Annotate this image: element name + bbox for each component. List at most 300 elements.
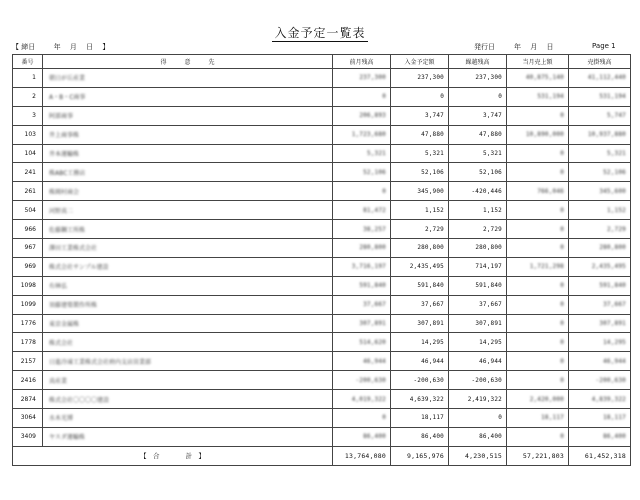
receivable-balance: 10,937,880 (587, 131, 626, 139)
planned-amount: 0 (440, 93, 444, 101)
code-cell (13, 106, 43, 125)
receivables-table (12, 54, 631, 466)
code-cell (13, 314, 43, 333)
planned-amount-cell (391, 144, 449, 163)
code: 2416 (20, 376, 36, 384)
prev-balance-cell (333, 201, 391, 220)
receivable-balance-cell (569, 333, 631, 352)
receivable-balance: -200,630 (595, 376, 626, 384)
sales-amount-cell (507, 220, 569, 239)
prev-balance-cell (333, 257, 391, 276)
code: 3409 (20, 433, 36, 441)
carry-balance-cell (449, 239, 507, 258)
carry-balance: 307,891 (475, 320, 502, 328)
planned-amount-cell (391, 182, 449, 201)
planned-amount-cell (391, 333, 449, 352)
receivable-balance: 531,194 (599, 93, 626, 101)
issue-date-value: 年 月 日 (514, 43, 554, 51)
code-cell (13, 69, 43, 88)
code: 104 (24, 150, 36, 157)
carry-balance-cell (449, 201, 507, 220)
sales-amount: 0 (560, 376, 564, 384)
customer-name: 朝日が丘産業 (49, 75, 86, 83)
prev-balance: 37,667 (363, 301, 386, 309)
carry-balance-cell (449, 182, 507, 201)
receivable-balance: 4,839,322 (591, 395, 626, 403)
prev-balance-cell (333, 182, 391, 201)
col-header-receivable: 売掛残高 (569, 55, 631, 69)
sales-amount: 0 (560, 301, 564, 309)
receivable-balance-cell (569, 371, 631, 390)
table-row (13, 352, 631, 371)
code-cell (13, 295, 43, 314)
customer-name: 真産業 (49, 377, 68, 385)
customer-name: 須藤建築製作所株 (49, 302, 98, 310)
sales-amount-cell (507, 371, 569, 390)
code: 967 (24, 244, 36, 252)
sales-amount: 1,721,298 (529, 263, 564, 271)
receivable-balance-cell (569, 409, 631, 428)
code-cell (13, 163, 43, 182)
table-row (13, 106, 631, 125)
code: 241 (24, 168, 36, 176)
prev-balance: 307,891 (359, 320, 386, 328)
sales-amount-cell (507, 257, 569, 276)
prev-balance: 3,716,197 (351, 263, 386, 271)
table-row (13, 220, 631, 239)
col-header-carry: 繰越残高 (449, 55, 507, 69)
prev-balance: 52,106 (363, 168, 386, 176)
planned-amount-cell (391, 427, 449, 446)
planned-amount-cell (391, 295, 449, 314)
receivable-balance-cell (569, 352, 631, 371)
prev-balance-cell (333, 333, 391, 352)
customer-name: 水木光博 (49, 415, 74, 423)
table-row (13, 87, 631, 106)
receivable-balance: 591,840 (599, 282, 626, 290)
sales-amount: 531,194 (537, 93, 564, 101)
prev-balance-cell (333, 390, 391, 409)
table-row (13, 333, 631, 352)
sales-amount: 0 (560, 357, 564, 365)
customer-name: 株式会社サンプル建設 (49, 264, 109, 272)
code: 966 (24, 225, 36, 233)
prev-balance: 46,944 (363, 357, 386, 365)
carry-balance: 0 (498, 93, 502, 101)
planned-amount: 86,400 (421, 433, 444, 441)
prev-balance-cell (333, 239, 391, 258)
planned-amount: 14,295 (421, 338, 444, 346)
sales-amount: 0 (560, 338, 564, 346)
sales-amount-cell (507, 182, 569, 201)
sales-amount-cell (507, 239, 569, 258)
sales-amount: 0 (560, 112, 564, 120)
sales-amount: 0 (560, 168, 564, 176)
total-carry: 4,230,515 (449, 446, 507, 465)
receivable-balance-cell (569, 314, 631, 333)
sales-amount: 40,875,140 (525, 74, 564, 82)
total-label: 【 合 計 】 (13, 446, 333, 465)
carry-balance-cell (449, 352, 507, 371)
table-row (13, 163, 631, 182)
code-cell (13, 239, 43, 258)
planned-amount: 18,117 (421, 414, 444, 422)
planned-amount: -200,630 (413, 376, 444, 384)
sales-amount-cell (507, 144, 569, 163)
prev-balance: 0 (382, 93, 386, 101)
carry-balance: 47,880 (479, 131, 502, 139)
customer-name-cell (43, 144, 333, 163)
planned-amount: 1,152 (424, 206, 444, 214)
carry-balance-cell (449, 106, 507, 125)
code-cell (13, 87, 43, 106)
carry-balance-cell (449, 220, 507, 239)
table-row (13, 69, 631, 88)
planned-amount-cell (391, 239, 449, 258)
planned-amount: 345,900 (417, 187, 444, 195)
code: 261 (24, 187, 36, 195)
receivable-balance: 18,117 (603, 414, 626, 422)
table-row (13, 427, 631, 446)
customer-name-cell (43, 69, 333, 88)
planned-amount-cell (391, 390, 449, 409)
customer-name-cell (43, 295, 333, 314)
code: 2157 (20, 357, 36, 365)
carry-balance: 46,944 (479, 357, 502, 365)
receivable-balance: 14,295 (603, 338, 626, 346)
prev-balance: 237,300 (359, 74, 386, 82)
customer-name: 株式会社〇〇〇〇建設 (49, 396, 110, 404)
carry-balance: 37,667 (479, 301, 502, 309)
total-prev: 13,764,080 (333, 446, 391, 465)
carry-balance-cell (449, 87, 507, 106)
carry-balance-cell (449, 144, 507, 163)
planned-amount-cell (391, 163, 449, 182)
prev-balance-cell (333, 276, 391, 295)
code: 1 (32, 74, 36, 82)
receivable-balance-cell (569, 163, 631, 182)
prev-balance: 0 (382, 414, 386, 422)
planned-amount: 37,667 (421, 301, 444, 309)
table-row (13, 371, 631, 390)
page-number: Page 1 (592, 42, 616, 50)
carry-balance: 5,321 (482, 150, 502, 157)
carry-balance-cell (449, 427, 507, 446)
table-row (13, 144, 631, 163)
sales-amount-cell (507, 314, 569, 333)
sales-amount-cell (507, 125, 569, 144)
sales-amount-cell (507, 163, 569, 182)
code-cell (13, 427, 43, 446)
carry-balance: 3,747 (482, 112, 502, 120)
customer-name: 有林弘 (49, 283, 68, 291)
col-header-planned: 入金予定額 (391, 55, 449, 69)
prev-balance-cell (333, 144, 391, 163)
planned-amount-cell (391, 314, 449, 333)
prev-balance: 4,019,322 (351, 395, 386, 403)
planned-amount: 47,880 (421, 131, 444, 139)
planned-amount-cell (391, 220, 449, 239)
code-cell (13, 125, 43, 144)
sales-amount: 0 (560, 244, 564, 252)
table-row (13, 390, 631, 409)
code-cell (13, 220, 43, 239)
carry-balance: 1,152 (482, 206, 502, 214)
col-header-code: 番号 (13, 55, 43, 69)
table-row (13, 295, 631, 314)
customer-name-cell (43, 371, 333, 390)
sales-amount-cell (507, 69, 569, 88)
planned-amount: 3,747 (424, 112, 444, 120)
prev-balance-cell (333, 352, 391, 371)
carry-balance-cell (449, 163, 507, 182)
sales-amount: 0 (560, 320, 564, 328)
receivable-balance-cell (569, 182, 631, 201)
carry-balance-cell (449, 314, 507, 333)
sales-amount: 0 (560, 225, 564, 233)
code-cell (13, 390, 43, 409)
total-planned: 9,165,976 (391, 446, 449, 465)
planned-amount-cell (391, 257, 449, 276)
sales-amount: 0 (560, 206, 564, 214)
carry-balance: 86,400 (479, 433, 502, 441)
carry-balance-cell (449, 125, 507, 144)
table-row (13, 409, 631, 428)
carry-balance: -420,446 (471, 187, 502, 195)
receivable-balance: 2,729 (606, 225, 626, 233)
planned-amount-cell (391, 125, 449, 144)
receivable-balance: 5,321 (606, 150, 626, 157)
planned-amount: 5,321 (424, 150, 444, 157)
prev-balance-cell (333, 314, 391, 333)
customer-name-cell (43, 257, 333, 276)
carry-balance: 0 (498, 414, 502, 422)
closing-date-label: 【 締日 年 月 日 】 (12, 43, 110, 51)
code-cell (13, 144, 43, 163)
prev-balance: 591,840 (359, 282, 386, 290)
carry-balance: 14,295 (479, 338, 502, 346)
planned-amount: 307,891 (417, 320, 444, 328)
planned-amount-cell (391, 106, 449, 125)
prev-balance: 81,472 (363, 206, 386, 214)
carry-balance: 280,800 (475, 244, 502, 252)
planned-amount-cell (391, 352, 449, 371)
receivable-balance: 46,944 (603, 357, 626, 365)
customer-name-cell (43, 182, 333, 201)
sales-amount-cell (507, 295, 569, 314)
col-header-prev-balance: 前月残高 (333, 55, 391, 69)
code: 1098 (20, 282, 36, 290)
code-cell (13, 371, 43, 390)
prev-balance: 206,893 (359, 112, 386, 120)
prev-balance-cell (333, 371, 391, 390)
customer-name: 東京金属株 (49, 321, 80, 329)
sales-amount: 18,117 (541, 414, 564, 422)
code: 3064 (20, 414, 36, 422)
customer-name-cell (43, 87, 333, 106)
code: 1778 (20, 338, 36, 346)
code: 3 (32, 112, 36, 120)
customer-name-cell (43, 220, 333, 239)
customer-name-cell (43, 333, 333, 352)
document-title: 入金予定一覧表 (274, 26, 366, 40)
customer-name: 株式会社 (49, 339, 74, 347)
prev-balance-cell (333, 295, 391, 314)
customer-name: 澤田工業株式会社 (49, 245, 98, 253)
planned-amount-cell (391, 201, 449, 220)
prev-balance-cell (333, 163, 391, 182)
planned-amount-cell (391, 409, 449, 428)
receivable-balance-cell (569, 106, 631, 125)
customer-name: 株岡村商会 (49, 188, 80, 196)
customer-name: ヤスダ運輸株 (49, 434, 85, 442)
customer-name-cell (43, 390, 333, 409)
sales-amount-cell (507, 276, 569, 295)
customer-name: A・B・C商事 (49, 94, 86, 102)
prev-balance-cell (333, 69, 391, 88)
prev-balance-cell (333, 427, 391, 446)
code: 2874 (20, 395, 36, 403)
prev-balance-cell (333, 87, 391, 106)
sales-amount-cell (507, 333, 569, 352)
customer-name: 日進冷凍工業株式会社府内支店営業部 (49, 358, 152, 366)
receivable-balance: 52,106 (603, 168, 626, 176)
issue-date-label: 発行日 (474, 43, 495, 51)
sales-amount: 0 (560, 282, 564, 290)
sales-amount-cell (507, 427, 569, 446)
prev-balance: 0 (382, 187, 386, 195)
carry-balance-cell (449, 295, 507, 314)
prev-balance: 514,620 (359, 338, 386, 346)
planned-amount-cell (391, 276, 449, 295)
receivable-balance-cell (569, 87, 631, 106)
planned-amount: 4,639,322 (409, 395, 444, 403)
customer-name-cell (43, 106, 333, 125)
table-row (13, 125, 631, 144)
receivable-balance-cell (569, 239, 631, 258)
prev-balance: 86,400 (363, 433, 386, 441)
receivable-balance: 41,112,440 (587, 74, 626, 82)
table-row (13, 276, 631, 295)
customer-name-cell (43, 163, 333, 182)
receivable-balance-cell (569, 69, 631, 88)
planned-amount: 2,729 (424, 225, 444, 233)
receivable-balance-cell (569, 201, 631, 220)
table-row (13, 239, 631, 258)
receivable-balance: 2,435,495 (591, 263, 626, 271)
col-header-sales: 当月売上額 (507, 55, 569, 69)
sales-amount: 0 (560, 150, 564, 157)
table-row (13, 182, 631, 201)
carry-balance: 237,300 (475, 74, 502, 82)
carry-balance: 2,729 (482, 225, 502, 233)
prev-balance: 1,723,680 (351, 131, 386, 139)
receivable-balance: 37,667 (603, 301, 626, 309)
prev-balance: 5,321 (366, 150, 386, 157)
table-row (13, 201, 631, 220)
code: 2 (32, 93, 36, 101)
table-row (13, 257, 631, 276)
receivable-balance: 307,891 (599, 320, 626, 328)
customer-name: 河野真二 (49, 207, 74, 215)
sales-amount-cell (507, 106, 569, 125)
customer-name: 井本運輸株 (49, 151, 80, 158)
receivable-balance-cell (569, 125, 631, 144)
table-header-row (13, 55, 631, 69)
receivable-balance-cell (569, 144, 631, 163)
carry-balance-cell (449, 409, 507, 428)
planned-amount-cell (391, 87, 449, 106)
prev-balance: 38,257 (363, 225, 386, 233)
receivable-balance: 280,800 (599, 244, 626, 252)
customer-name-cell (43, 314, 333, 333)
carry-balance: 52,106 (479, 168, 502, 176)
sales-amount: 0 (560, 433, 564, 441)
planned-amount-cell (391, 371, 449, 390)
customer-name: 阿部商事 (49, 113, 74, 121)
code: 1099 (20, 301, 36, 309)
planned-amount: 46,944 (421, 357, 444, 365)
planned-amount-cell (391, 69, 449, 88)
planned-amount: 237,300 (417, 74, 444, 82)
code-cell (13, 182, 43, 201)
code: 103 (24, 131, 36, 139)
carry-balance: -200,630 (471, 376, 502, 384)
code: 1776 (20, 320, 36, 328)
code: 969 (24, 263, 36, 271)
sales-amount-cell (507, 409, 569, 428)
sales-amount-cell (507, 390, 569, 409)
carry-balance-cell (449, 69, 507, 88)
receivable-balance: 5,747 (606, 112, 626, 120)
receivable-balance: 345,600 (599, 187, 626, 195)
carry-balance: 2,419,322 (467, 395, 502, 403)
prev-balance-cell (333, 220, 391, 239)
sales-amount-cell (507, 201, 569, 220)
receivable-balance: 86,400 (603, 433, 626, 441)
customer-name-cell (43, 201, 333, 220)
customer-name-cell (43, 427, 333, 446)
prev-balance-cell (333, 409, 391, 428)
customer-name: 佐藤鋼工所株 (49, 226, 86, 234)
code-cell (13, 276, 43, 295)
prev-balance: -200,630 (355, 376, 386, 384)
code-cell (13, 409, 43, 428)
customer-name: 井上商事株 (49, 132, 80, 140)
sales-amount: 10,890,000 (525, 131, 564, 139)
receivable-balance-cell (569, 427, 631, 446)
carry-balance-cell (449, 333, 507, 352)
col-header-customer: 得 意 先 (43, 55, 333, 69)
code-cell (13, 333, 43, 352)
receivable-balance-cell (569, 257, 631, 276)
customer-name-cell (43, 276, 333, 295)
carry-balance-cell (449, 257, 507, 276)
sales-amount-cell (507, 352, 569, 371)
receivable-balance-cell (569, 390, 631, 409)
carry-balance: 591,840 (475, 282, 502, 290)
prev-balance-cell (333, 106, 391, 125)
planned-amount: 2,435,495 (409, 263, 444, 271)
prev-balance: 280,800 (359, 244, 386, 252)
code-cell (13, 257, 43, 276)
planned-amount: 280,800 (417, 244, 444, 252)
planned-amount: 52,106 (421, 168, 444, 176)
receivable-balance-cell (569, 295, 631, 314)
code-cell (13, 201, 43, 220)
carry-balance-cell (449, 276, 507, 295)
sales-amount-cell (507, 87, 569, 106)
